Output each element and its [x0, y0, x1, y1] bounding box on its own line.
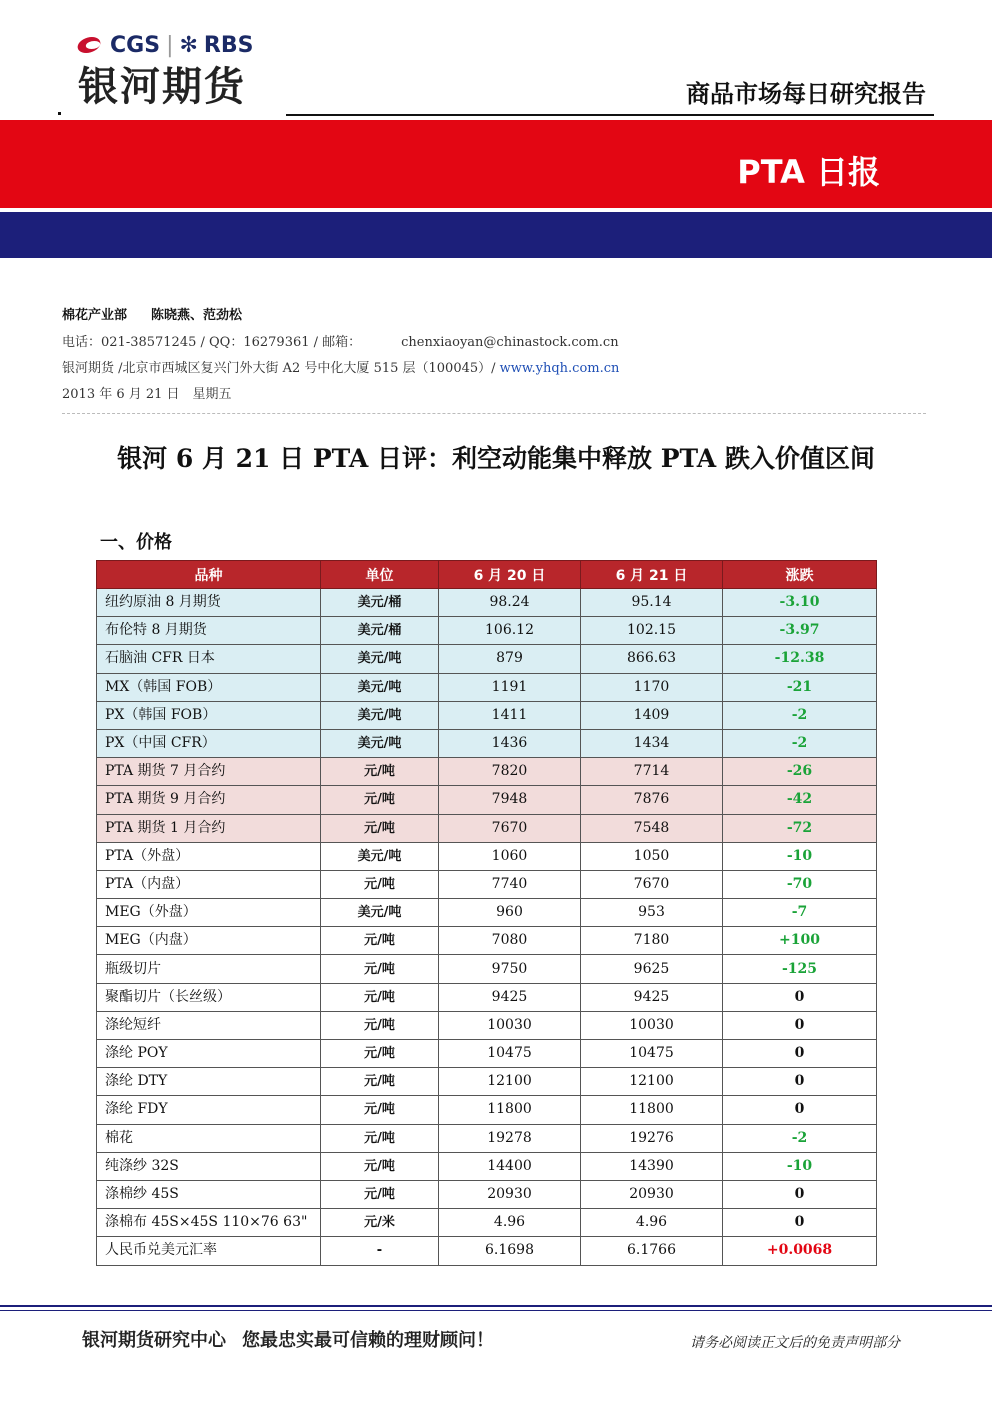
cell-day2: 7548	[581, 814, 723, 842]
header-unit: 单位	[321, 561, 439, 589]
website-link[interactable]: www.yhqh.com.cn	[499, 361, 620, 376]
cell-name: 纯涤纱 32S	[97, 1152, 321, 1180]
cell-name: 聚酯切片（长丝级）	[97, 983, 321, 1011]
cell-change: -7	[723, 899, 877, 927]
cell-day1: 7080	[439, 927, 581, 955]
cell-unit: 元/米	[321, 1209, 439, 1237]
email-address[interactable]: chenxiaoyan@chinastock.com.cn	[401, 335, 619, 350]
cell-day2: 7876	[581, 786, 723, 814]
cell-change: 0	[723, 1040, 877, 1068]
cell-change: -10	[723, 842, 877, 870]
cell-unit: 元/吨	[321, 870, 439, 898]
cell-change: -2	[723, 729, 877, 757]
table-row	[97, 1124, 877, 1152]
table-row	[97, 589, 877, 617]
cell-day1: 6.1698	[439, 1237, 581, 1265]
section-heading: 一、价格	[100, 532, 172, 553]
rbs-star-icon: ✻	[179, 32, 198, 58]
footer-motto: 您最忠实最可信赖的理财顾问！	[242, 1330, 494, 1351]
cell-day2: 6.1766	[581, 1237, 723, 1265]
cell-unit: 元/吨	[321, 758, 439, 786]
table-row	[97, 786, 877, 814]
table-row	[97, 1068, 877, 1096]
cell-day2: 4.96	[581, 1209, 723, 1237]
logo-cn: 银河期货	[78, 64, 246, 110]
table-row	[97, 1096, 877, 1124]
cell-day2: 7180	[581, 927, 723, 955]
cell-unit: 元/吨	[321, 1040, 439, 1068]
cell-day2: 95.14	[581, 589, 723, 617]
authors: 陈晓燕、范劲松	[151, 308, 243, 323]
cell-unit: 美元/吨	[321, 701, 439, 729]
cgs-swirl-icon	[78, 35, 104, 55]
cell-change: -2	[723, 701, 877, 729]
table-row	[97, 1011, 877, 1039]
cell-name: MX（韩国 FOB）	[97, 673, 321, 701]
cell-change: -70	[723, 870, 877, 898]
dashed-divider	[62, 413, 926, 414]
cell-day1: 7670	[439, 814, 581, 842]
cell-name: PTA 期货 7 月合约	[97, 758, 321, 786]
cell-name: 涤纶 FDY	[97, 1096, 321, 1124]
cell-name: PTA 期货 9 月合约	[97, 786, 321, 814]
report-type: 商品市场每日研究报告	[686, 80, 926, 108]
table-row	[97, 645, 877, 673]
cell-unit: 美元/吨	[321, 673, 439, 701]
cell-name: 涤棉纱 45S	[97, 1180, 321, 1208]
cell-day2: 7714	[581, 758, 723, 786]
cell-change: -2	[723, 1124, 877, 1152]
table-row	[97, 983, 877, 1011]
cell-name: 涤棉布 45S×45S 110×76 63"	[97, 1209, 321, 1237]
cell-day1: 1436	[439, 729, 581, 757]
cell-name: PTA 期货 1 月合约	[97, 814, 321, 842]
cell-unit: 美元/桶	[321, 589, 439, 617]
header-day1: 6 月 20 日	[439, 561, 581, 589]
cell-day1: 106.12	[439, 617, 581, 645]
department: 棉花产业部	[62, 308, 128, 323]
cell-day2: 9425	[581, 983, 723, 1011]
cell-day1: 10475	[439, 1040, 581, 1068]
cell-day1: 12100	[439, 1068, 581, 1096]
cell-name: 棉花	[97, 1124, 321, 1152]
table-row	[97, 1040, 877, 1068]
cell-name: PTA（内盘）	[97, 870, 321, 898]
cell-unit: 元/吨	[321, 1180, 439, 1208]
cell-change: -12.38	[723, 645, 877, 673]
table-row	[97, 870, 877, 898]
cell-day2: 10475	[581, 1040, 723, 1068]
cell-name: MEG（外盘）	[97, 899, 321, 927]
cell-day1: 9425	[439, 983, 581, 1011]
cell-day2: 953	[581, 899, 723, 927]
cell-unit: 美元/吨	[321, 842, 439, 870]
cell-day2: 10030	[581, 1011, 723, 1039]
footer-disclaimer: 请务必阅读正文后的免责声明部分	[690, 1335, 900, 1351]
cell-day2: 9625	[581, 955, 723, 983]
cell-unit: 元/吨	[321, 1124, 439, 1152]
cell-day1: 11800	[439, 1096, 581, 1124]
cell-day1: 7948	[439, 786, 581, 814]
table-row	[97, 1180, 877, 1208]
navy-banner	[0, 212, 992, 258]
cell-day1: 20930	[439, 1180, 581, 1208]
cell-name: PX（韩国 FOB）	[97, 701, 321, 729]
cell-day1: 9750	[439, 955, 581, 983]
report-date: 2013 年 6 月 21 日 星期五	[62, 387, 232, 402]
cell-name: 涤纶短纤	[97, 1011, 321, 1039]
cell-unit: 元/吨	[321, 1068, 439, 1096]
table-row	[97, 617, 877, 645]
cell-unit: 元/吨	[321, 1152, 439, 1180]
cell-change: -3.97	[723, 617, 877, 645]
price-table	[96, 560, 877, 1266]
cell-name: 瓶级切片	[97, 955, 321, 983]
cell-name: 石脑油 CFR 日本	[97, 645, 321, 673]
cell-change: -10	[723, 1152, 877, 1180]
cell-name: PX（中国 CFR）	[97, 729, 321, 757]
header-day2: 6 月 21 日	[581, 561, 723, 589]
cell-day1: 1060	[439, 842, 581, 870]
cell-day2: 12100	[581, 1068, 723, 1096]
table-body	[97, 589, 877, 1266]
address-line	[62, 357, 619, 376]
contact-info: 电话：021-38571245 / QQ：16279361 / 邮箱：	[62, 335, 362, 350]
logo-divider: |	[166, 32, 174, 58]
cell-day2: 1409	[581, 701, 723, 729]
cell-change: -26	[723, 758, 877, 786]
logo-wordmark	[78, 30, 278, 60]
company-logo	[78, 30, 278, 110]
contact-line	[62, 331, 619, 350]
cell-change: -21	[723, 673, 877, 701]
cell-change: -125	[723, 955, 877, 983]
cell-name: 涤纶 POY	[97, 1040, 321, 1068]
cell-unit: 美元/吨	[321, 899, 439, 927]
cell-day2: 1434	[581, 729, 723, 757]
cell-day1: 1191	[439, 673, 581, 701]
cell-unit: 元/吨	[321, 786, 439, 814]
logo-partner: RBS	[203, 32, 254, 58]
table-row	[97, 729, 877, 757]
footer-rule	[0, 1305, 992, 1307]
table-row	[97, 673, 877, 701]
cell-day2: 19276	[581, 1124, 723, 1152]
footer-slogan	[82, 1326, 494, 1352]
cell-unit: 元/吨	[321, 1011, 439, 1039]
cell-unit: 元/吨	[321, 814, 439, 842]
cell-day2: 1050	[581, 842, 723, 870]
cell-unit: 元/吨	[321, 983, 439, 1011]
table-row	[97, 1209, 877, 1237]
header-dot	[58, 112, 61, 115]
cell-unit: 美元/吨	[321, 645, 439, 673]
logo-en: CGS	[110, 32, 161, 58]
header-change: 涨跌	[723, 561, 877, 589]
cell-name: 人民币兑美元汇率	[97, 1237, 321, 1265]
cell-change: 0	[723, 1096, 877, 1124]
cell-name: 纽约原油 8 月期货	[97, 589, 321, 617]
cell-day1: 7740	[439, 870, 581, 898]
document-title: 银河 6 月 21 日 PTA 日评：利空动能集中释放 PTA 跌入价值区间	[117, 444, 875, 473]
cell-unit: -	[321, 1237, 439, 1265]
cell-day2: 7670	[581, 870, 723, 898]
table-row	[97, 899, 877, 927]
footer-org: 银河期货研究中心	[82, 1330, 226, 1351]
cell-day2: 102.15	[581, 617, 723, 645]
cell-change: 0	[723, 983, 877, 1011]
cell-unit: 元/吨	[321, 927, 439, 955]
table-row	[97, 1152, 877, 1180]
table-row	[97, 1237, 877, 1265]
cell-day1: 7820	[439, 758, 581, 786]
address: 银河期货 /北京市西城区复兴门外大街 A2 号中化大厦 515 层（100045）/	[62, 361, 500, 376]
cell-change: -72	[723, 814, 877, 842]
cell-name: MEG（内盘）	[97, 927, 321, 955]
cell-unit: 美元/吨	[321, 729, 439, 757]
cell-day2: 866.63	[581, 645, 723, 673]
cell-change: 0	[723, 1068, 877, 1096]
cell-name: 涤纶 DTY	[97, 1068, 321, 1096]
author-line	[62, 304, 242, 323]
table-row	[97, 842, 877, 870]
cell-day1: 14400	[439, 1152, 581, 1180]
cell-name: PTA（外盘）	[97, 842, 321, 870]
cell-day2: 14390	[581, 1152, 723, 1180]
table-row	[97, 814, 877, 842]
cell-change: 0	[723, 1011, 877, 1039]
cell-day1: 19278	[439, 1124, 581, 1152]
cell-day1: 10030	[439, 1011, 581, 1039]
table-row	[97, 955, 877, 983]
header-rule	[286, 114, 934, 116]
cell-change: +100	[723, 927, 877, 955]
cell-day1: 960	[439, 899, 581, 927]
header-name: 品种	[97, 561, 321, 589]
cell-day1: 98.24	[439, 589, 581, 617]
table-header-row	[97, 561, 877, 589]
footer-rule-thin	[0, 1310, 992, 1311]
cell-change: -42	[723, 786, 877, 814]
banner-title: PTA 日报	[737, 153, 880, 191]
cell-unit: 美元/桶	[321, 617, 439, 645]
cell-day2: 11800	[581, 1096, 723, 1124]
cell-day1: 1411	[439, 701, 581, 729]
cell-change: -3.10	[723, 589, 877, 617]
cell-change: 0	[723, 1180, 877, 1208]
cell-day2: 1170	[581, 673, 723, 701]
cell-day2: 20930	[581, 1180, 723, 1208]
table-row	[97, 701, 877, 729]
cell-day1: 879	[439, 645, 581, 673]
cell-unit: 元/吨	[321, 1096, 439, 1124]
cell-day1: 4.96	[439, 1209, 581, 1237]
cell-name: 布伦特 8 月期货	[97, 617, 321, 645]
cell-change: +0.0068	[723, 1237, 877, 1265]
cell-unit: 元/吨	[321, 955, 439, 983]
cell-change: 0	[723, 1209, 877, 1237]
table-row	[97, 927, 877, 955]
table-row	[97, 758, 877, 786]
